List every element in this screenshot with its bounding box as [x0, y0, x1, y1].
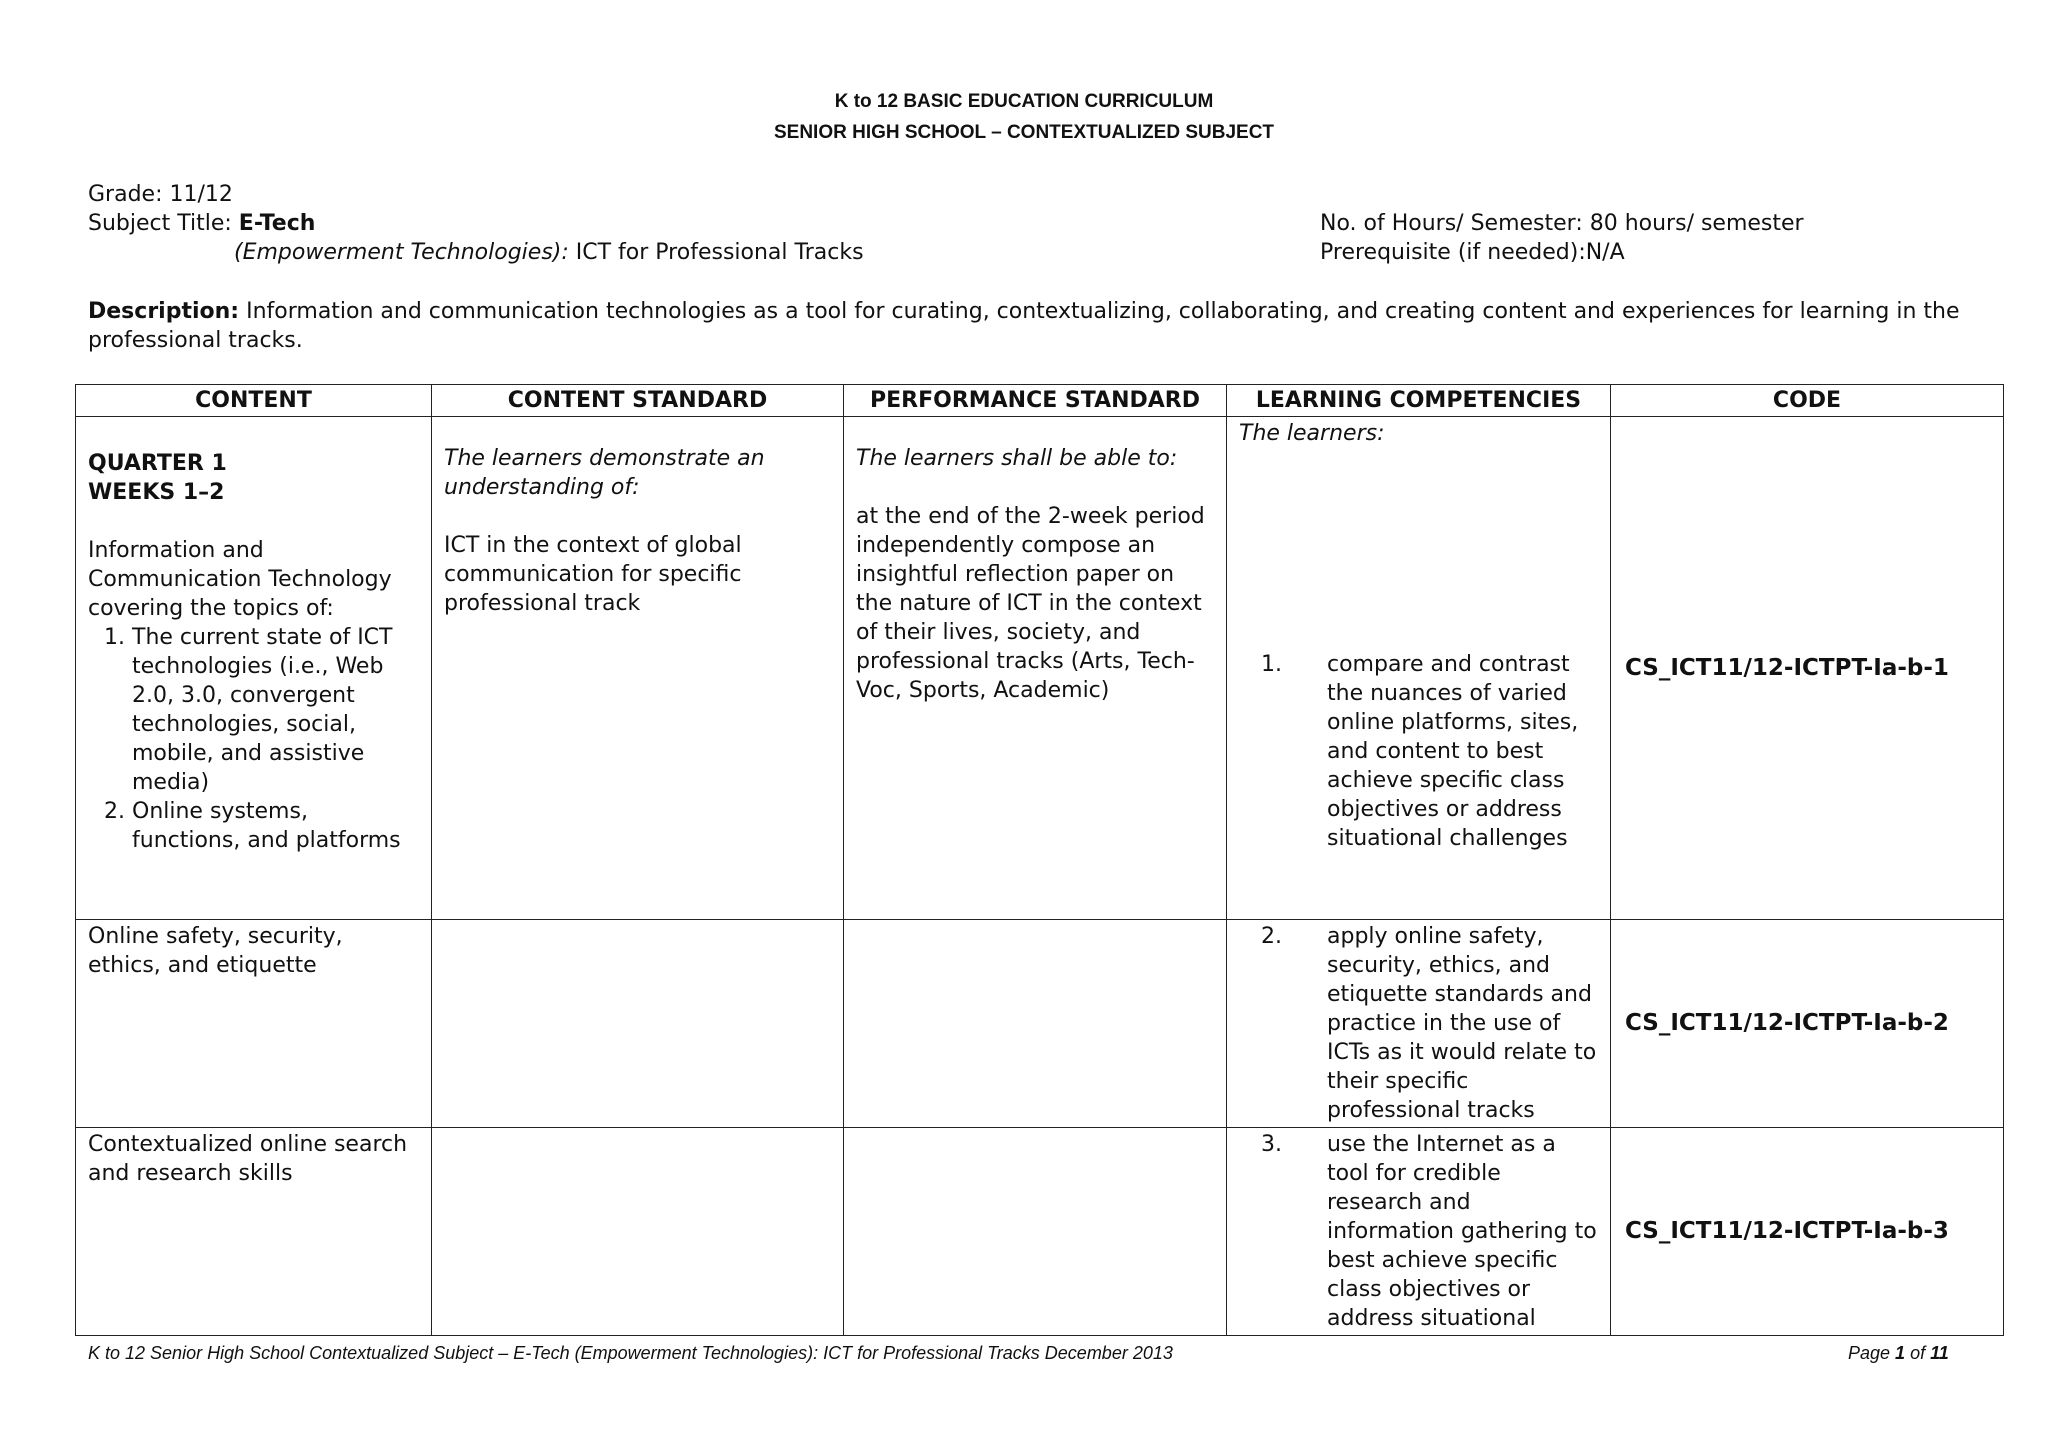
content-standard-cell: [432, 920, 844, 1128]
description: [88, 297, 1968, 355]
learning-competency-cell: [1227, 1128, 1611, 1336]
performance-standard-cell: [844, 1128, 1227, 1336]
subject-line: Subject Title: E-Tech: [88, 211, 316, 236]
weeks-label: WEEKS 1–2: [88, 480, 225, 505]
col-header-content: CONTENT: [76, 385, 432, 417]
col-header-code: CODE: [1611, 385, 2004, 417]
ps-intro: The learners shall be able to:: [856, 446, 1178, 471]
footer-text: K to 12 Senior High School Contextualized Subject – E-Tech (Empowerment Technologies): ICT for Professional Tracks December 2013: [88, 1343, 1173, 1363]
content-standard-cell: [432, 417, 844, 920]
competency-item: 1. compare and contrast the nuances of varied online platforms, sites, and content to best achieve specific class objectives or address situational challenges: [1261, 652, 1579, 851]
performance-standard-cell: [844, 417, 1227, 920]
content-cell: Online safety, security, ethics, and etiquette: [76, 920, 432, 1128]
competency-item: 3. use the Internet as a tool for credible research and information gathering to best achieve specific class objectives or address situational: [1261, 1132, 1597, 1331]
content-standard-cell: [432, 1128, 844, 1336]
cs-text: ICT in the context of global communication for specific professional track: [444, 533, 742, 616]
learning-competency-cell: [1227, 920, 1611, 1128]
code-cell: CS_ICT11/12-ICTPT-Ia-b-1: [1611, 417, 2004, 920]
cs-intro: The learners demonstrate an understanding of:: [444, 446, 765, 500]
topic-list: [88, 623, 419, 855]
meta-left: [88, 180, 864, 267]
curriculum-table: [75, 384, 2004, 1336]
code-cell: CS_ICT11/12-ICTPT-Ia-b-3: [1611, 1128, 2004, 1336]
code-cell: CS_ICT11/12-ICTPT-Ia-b-2: [1611, 920, 2004, 1128]
content-cell: Contextualized online search and research skills: [76, 1128, 432, 1336]
content-cell: [76, 417, 432, 920]
grade-line: Grade: 11/12: [88, 182, 233, 207]
content-intro: Information and Communication Technology covering the topics of:: [88, 538, 392, 621]
table-row: [76, 920, 2004, 1128]
hours-line: No. of Hours/ Semester: 80 hours/ semester: [1320, 211, 1804, 236]
performance-standard-cell: [844, 920, 1227, 1128]
col-header-performance-standard: PERFORMANCE STANDARD: [844, 385, 1227, 417]
competency-item: 2. apply online safety, security, ethics, and etiquette standards and practice in the use of ICTs as it would relate to their specific professional tracks: [1261, 924, 1597, 1123]
header-title: K to 12 BASIC EDUCATION CURRICULUM: [834, 91, 1214, 112]
description-label: Description:: [88, 299, 240, 324]
quarter-label: QUARTER 1: [88, 451, 227, 476]
table-row: [76, 1128, 2004, 1336]
header-subtitle: SENIOR HIGH SCHOOL – CONTEXTUALIZED SUBJECT: [773, 122, 1275, 143]
subject-subtitle: (Empowerment Technologies): ICT for Professional Tracks: [234, 240, 864, 265]
lc-intro: The learners:: [1239, 421, 1385, 446]
table-row: [76, 417, 2004, 920]
col-header-content-standard: CONTENT STANDARD: [432, 385, 844, 417]
description-text: Information and communication technologies as a tool for curating, contextualizing, collaborating, and creating content and experiences for learning in the professional tracks.: [88, 299, 1960, 353]
page-number: Page 1 of 11: [1848, 1343, 1949, 1363]
list-item: 2. Online systems, functions, and platforms: [132, 797, 419, 855]
prerequisite-line: Prerequisite (if needed):N/A: [1320, 240, 1625, 265]
col-header-learning-competencies: LEARNING COMPETENCIES: [1227, 385, 1611, 417]
table-header-row: [76, 385, 2004, 417]
subject-value: E-Tech: [238, 211, 316, 236]
list-item: 1. The current state of ICT technologies (i.e., Web 2.0, 3.0, convergent technologies, social, mobile, and assistive media): [132, 623, 419, 797]
learning-competency-cell: [1227, 417, 1611, 920]
ps-text: at the end of the 2-week period independently compose an insightful reflection paper on the nature of ICT in the context of their lives, society, and professional tracks (Arts, Tech-Voc, Sports, Academic): [856, 504, 1205, 703]
meta-right: [1320, 209, 1804, 267]
